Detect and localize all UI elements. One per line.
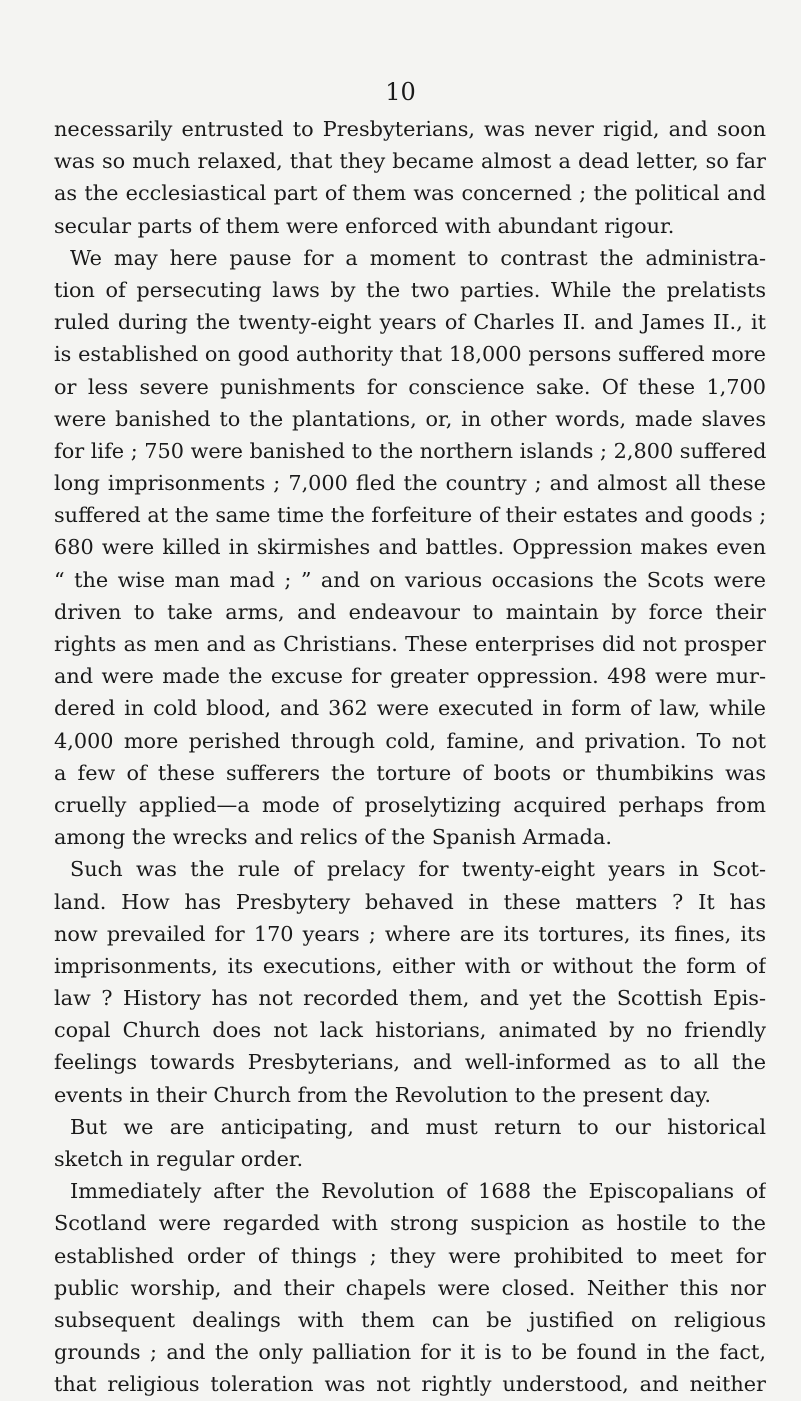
text-line: established order of things ; they were prohibited to meet for xyxy=(54,1243,766,1268)
text-line: long imprisonments ; 7,000 fled the country ; and almost all these xyxy=(54,471,766,496)
text-line: rights as men and as Christians. These enterprises did not prosper xyxy=(54,632,766,656)
text-line: for life ; 750 were banished to the northern islands ; 2,800 suffered xyxy=(54,438,766,463)
text-line: secular parts of them were enforced with abundant rigour. xyxy=(54,213,675,238)
text-line: a few of these sufferers the torture of boots or thumbikins was xyxy=(54,760,766,785)
text-line: or less severe punishments for conscience sake. Of these 1,700 xyxy=(54,374,766,399)
text-line: ruled during the twenty-eight years of Charles II. and James II., it xyxy=(54,310,766,335)
text-line: law ? History has not recorded them, and yet the Scottish Epis- xyxy=(54,986,766,1011)
text-line: subsequent dealings with them can be justified on religious xyxy=(54,1307,766,1332)
page-number: 10 xyxy=(385,78,416,106)
text-line: Such was the rule of prelacy for twenty-eight years in Scot- xyxy=(70,857,766,882)
text-line: driven to take arms, and endeavour to maintain by force their xyxy=(54,599,766,624)
text-line: was so much relaxed, that they became almost a dead letter, so far xyxy=(54,149,766,174)
text-line: cruelly applied—a mode of proselytizing acquired perhaps from xyxy=(54,792,766,817)
text-line: events in their Church from the Revolution to the present day. xyxy=(54,1082,711,1107)
text-line: sketch in regular order. xyxy=(54,1147,304,1171)
text-line: necessarily entrusted to Presbyterians, was never rigid, and soon xyxy=(54,117,766,141)
text-line: 680 were killed in skirmishes and battles. Oppression makes even xyxy=(54,535,766,560)
text-line: tion of persecuting laws by the two parties. While the prelatists xyxy=(54,277,766,302)
text-line: that religious toleration was not rightly understood, and neither xyxy=(54,1372,766,1397)
text-line: dered in cold blood, and 362 were executed in form of law, while xyxy=(54,696,766,721)
body-text xyxy=(54,113,766,1401)
text-line: is established on good authority that 18,000 persons suffered more xyxy=(54,342,766,367)
text-line: 4,000 more perished through cold, famine, and privation. To not xyxy=(54,728,766,753)
text-line: now prevailed for 170 years ; where are its tortures, its fines, its xyxy=(54,921,766,946)
text-line: Immediately after the Revolution of 1688 the Episcopalians of xyxy=(70,1179,766,1204)
text-line: But we are anticipating, and must return to our historical xyxy=(70,1114,766,1139)
text-line: suffered at the same time the forfeiture of their estates and goods ; xyxy=(54,503,766,528)
text-line: feelings towards Presbyterians, and well-informed as to all the xyxy=(54,1050,766,1075)
text-line: imprisonments, its executions, either with or without the form of xyxy=(54,953,766,978)
text-line: and were made the excuse for greater oppression. 498 were mur- xyxy=(54,664,766,689)
text-line: Scotland were regarded with strong suspicion as hostile to the xyxy=(54,1211,766,1236)
text-line: among the wrecks and relics of the Spanish Armada. xyxy=(54,825,612,850)
text-line: were banished to the plantations, or, in other words, made slaves xyxy=(54,406,766,431)
text-line: public worship, and their chapels were closed. Neither this nor xyxy=(54,1275,766,1300)
text-line: copal Church does not lack historians, animated by no friendly xyxy=(54,1018,766,1043)
text-line: grounds ; and the only palliation for it is to be found in the fact, xyxy=(54,1340,766,1365)
text-line: land. How has Presbytery behaved in these matters ? It has xyxy=(54,889,766,914)
text-line: as the ecclesiastical part of them was concerned ; the political and xyxy=(54,181,766,206)
text-line: We may here pause for a moment to contrast the administra- xyxy=(70,245,766,270)
text-line: “ the wise man mad ; ” and on various occasions the Scots were xyxy=(54,567,766,592)
